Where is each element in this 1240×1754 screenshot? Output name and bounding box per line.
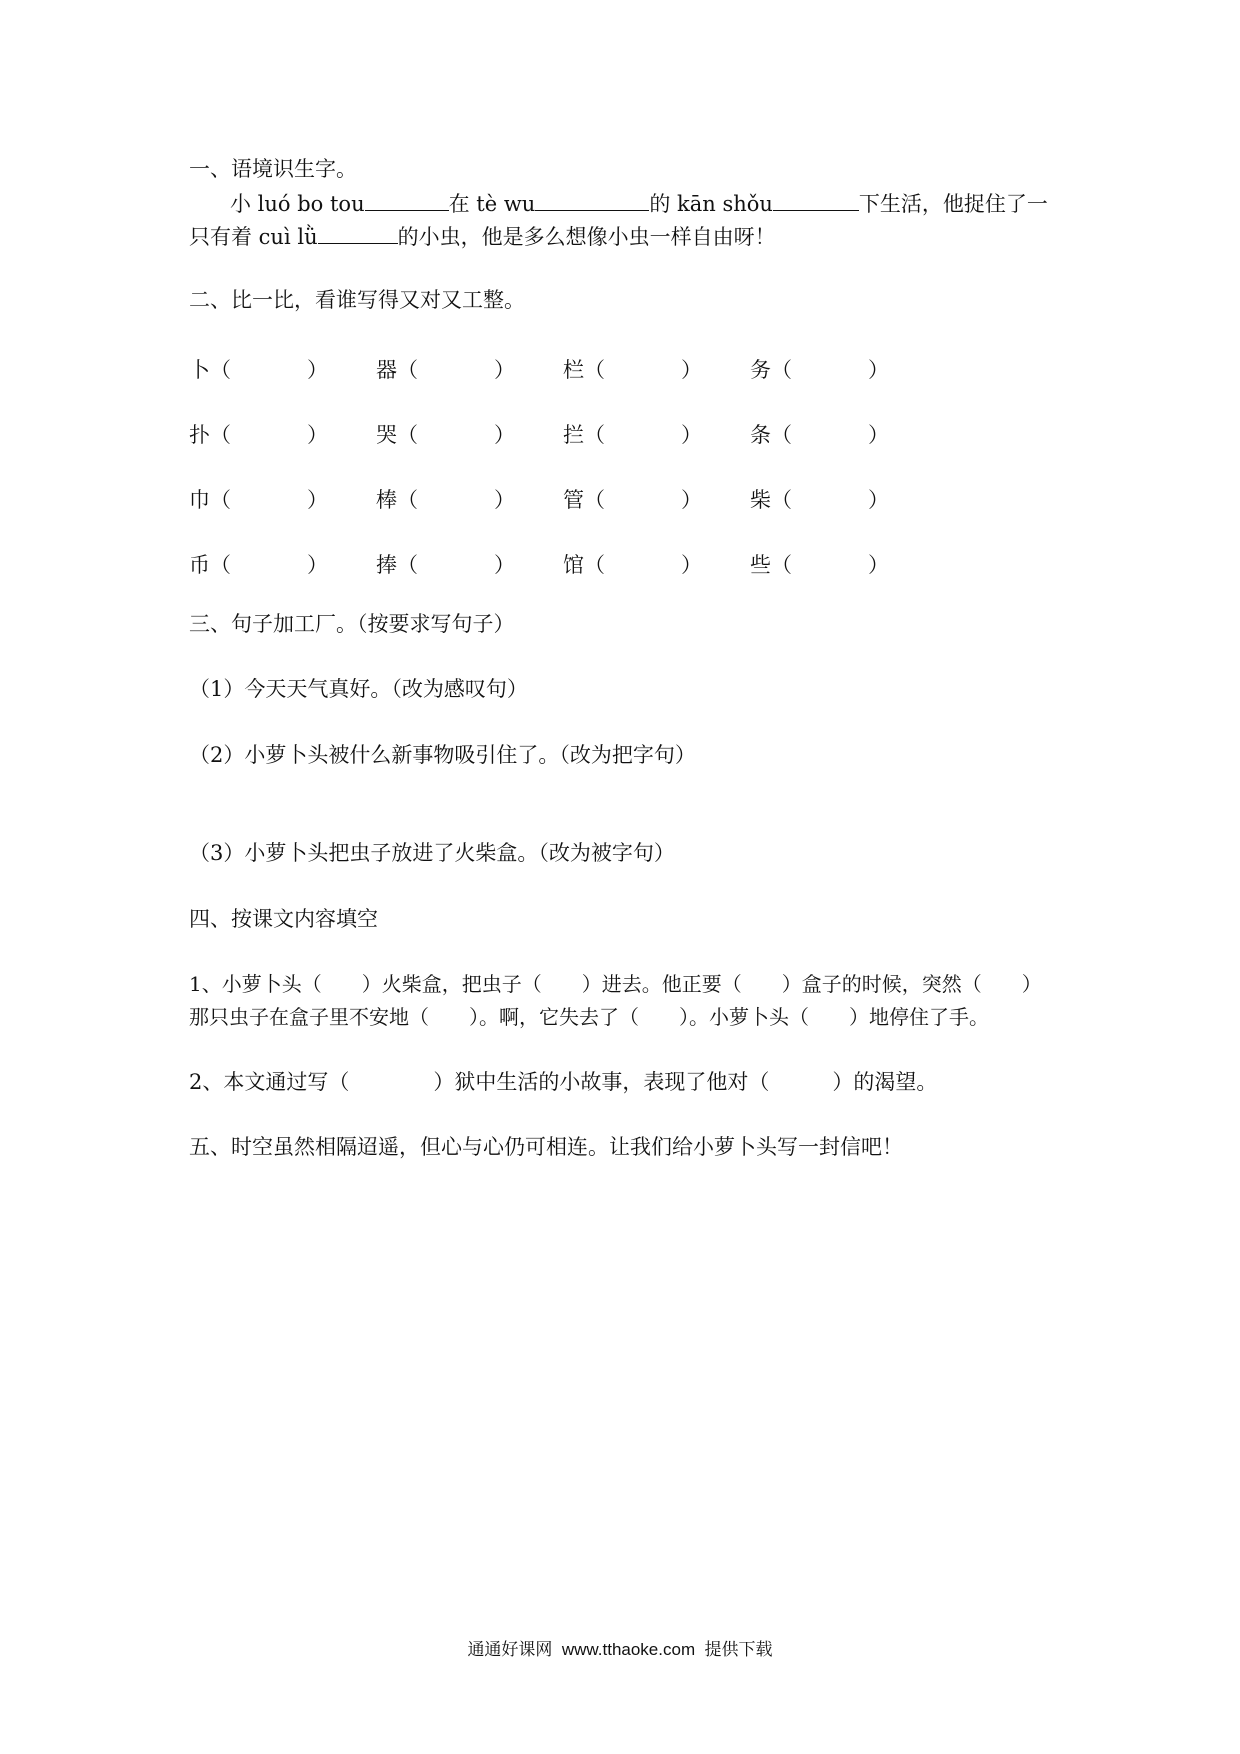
close-paren: ） [307, 553, 328, 577]
section-1-line-1 [230, 192, 1048, 215]
character-item: 些（ [750, 553, 792, 577]
close-paren: ） [494, 358, 515, 382]
text-segment: 小 luó bo tou [230, 192, 365, 216]
close-paren: ） [868, 488, 889, 512]
character-item: 捧（ [376, 553, 418, 577]
fill-question-1-line-2: 那只虫子在盒子里不安地（ ）。啊，它失去了（ ）。小萝卜头（ ）地停住了手。 [189, 1005, 989, 1029]
text-segment: 下生活，他捉住了一 [858, 192, 1048, 216]
character-item: 棒（ [376, 488, 418, 512]
sentence-task: （3）小萝卜头把虫子放进了火柴盒。（改为被字句） [189, 841, 675, 865]
character-item: 栏（ [563, 358, 605, 382]
character-item: 币（ [189, 553, 231, 577]
close-paren: ） [681, 358, 702, 382]
character-item: 馆（ [563, 553, 605, 577]
close-paren: ） [868, 423, 889, 447]
close-paren: ） [494, 488, 515, 512]
close-paren: ） [307, 488, 328, 512]
character-item: 管（ [563, 488, 605, 512]
close-paren: ） [681, 423, 702, 447]
text-segment: 的 kān shǒu [649, 192, 773, 216]
text-segment: 在 tè wu [448, 192, 536, 216]
character-row [189, 419, 1089, 445]
character-item: 哭（ [376, 423, 418, 447]
character-item: 器（ [376, 358, 418, 382]
character-row [189, 484, 1089, 510]
sentence-task: （1）今天天气真好。（改为感叹句） [189, 677, 528, 701]
character-item: 条（ [750, 423, 792, 447]
character-item: 务（ [750, 358, 792, 382]
character-item: 巾（ [189, 488, 231, 512]
answer-blank[interactable] [773, 192, 859, 211]
section-1-line-2 [189, 225, 776, 248]
answer-blank[interactable] [535, 192, 649, 211]
character-item: 柴（ [750, 488, 792, 512]
character-item: 扑（ [189, 423, 231, 447]
close-paren: ） [494, 553, 515, 577]
section-2-title: 二、比一比，看谁写得又对又工整。 [189, 288, 525, 312]
section-3-title: 三、句子加工厂。（按要求写句子） [189, 612, 515, 636]
fill-question-1-line-1: 1、小萝卜头（ ）火柴盒，把虫子（ ）进去。他正要（ ）盒子的时候，突然（ ） [189, 972, 1042, 996]
close-paren: ） [681, 488, 702, 512]
close-paren: ） [868, 358, 889, 382]
answer-blank[interactable] [318, 225, 398, 244]
close-paren: ） [307, 423, 328, 447]
character-item: 卜（ [189, 358, 231, 382]
close-paren: ） [681, 553, 702, 577]
close-paren: ） [868, 553, 889, 577]
close-paren: ） [307, 358, 328, 382]
section-1-title: 一、语境识生字。 [189, 157, 357, 181]
close-paren: ） [494, 423, 515, 447]
section-5-title: 五、时空虽然相隔迢遥，但心与心仍可相连。让我们给小萝卜头写一封信吧！ [189, 1135, 903, 1159]
sentence-task: （2）小萝卜头被什么新事物吸引住了。（改为把字句） [189, 743, 696, 767]
character-row [189, 549, 1089, 575]
text-segment: 的小虫，他是多么想像小虫一样自由呀！ [397, 225, 776, 249]
footer-text: 通通好课网 www.tthaoke.com 提供下载 [467, 1640, 773, 1659]
character-row [189, 354, 1089, 380]
section-4-title: 四、按课文内容填空 [189, 907, 378, 931]
text-segment: 只有着 cuì lǜ [189, 225, 318, 249]
fill-question-2: 2、本文通过写（ ）狱中生活的小故事，表现了他对（ ）的渴望。 [189, 1070, 938, 1094]
answer-blank[interactable] [365, 192, 449, 211]
character-item: 拦（ [563, 423, 605, 447]
